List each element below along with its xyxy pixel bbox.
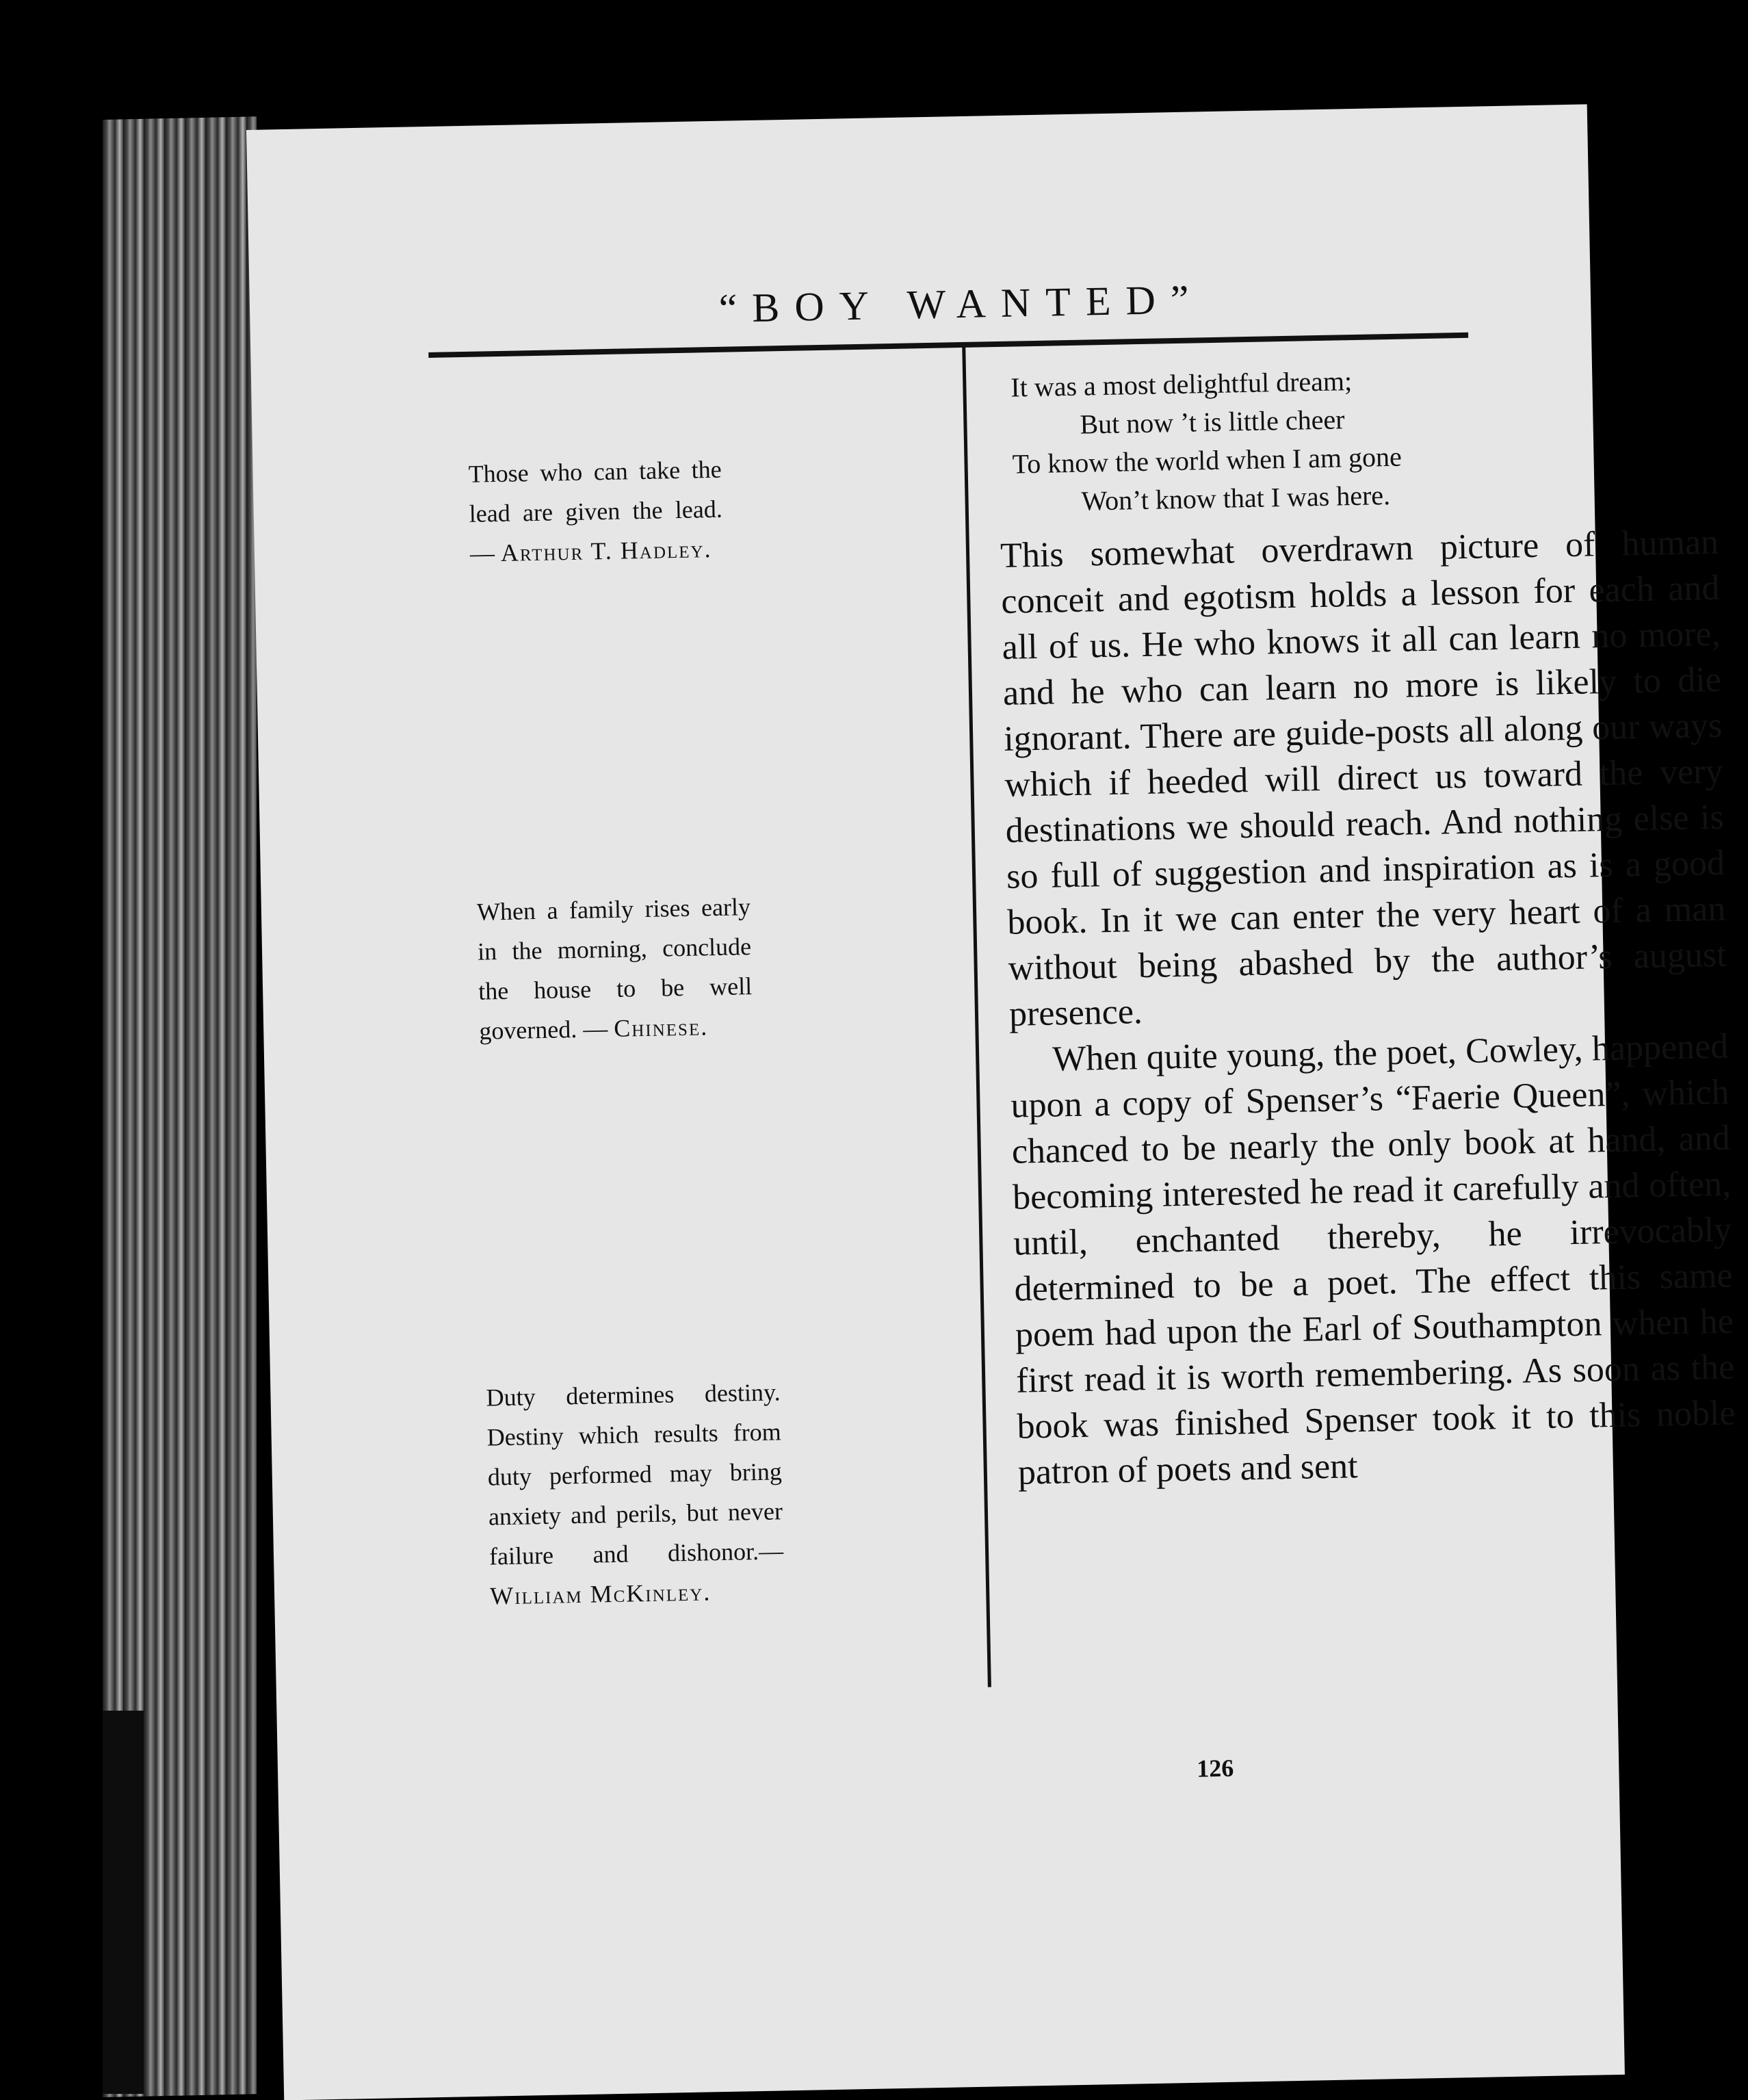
margin-note bbox=[476, 887, 753, 1051]
margin-note-text: When a family rises early in the morning, conclude the house to be well governed. — bbox=[476, 893, 753, 1045]
binding-shadow bbox=[103, 1711, 144, 2094]
running-head: “BOY WANTED” bbox=[718, 276, 1205, 331]
verse-stanza bbox=[1010, 359, 1492, 521]
paragraph: This somewhat overdrawn picture of human conceit and egotism holds a lesson for each and all of us. He who knows it all can learn no more, and he who can learn no more is likely to die ignorant. There are guide-posts all along our ways which if heeded will direct us toward the very destinations we should reach. And nothing else is so full of suggestion and inspiration as is a good book. In it we can enter the very heart of a man without being abashed by the author’s august presence. bbox=[1000, 522, 1727, 1034]
verse-line: But now ’t is little cheer bbox=[1080, 404, 1345, 440]
margin-note-attribution: Arthur T. Hadley. bbox=[500, 535, 712, 567]
body-text bbox=[1000, 519, 1737, 1496]
verse-line: To know the world when I am gone bbox=[1012, 441, 1403, 480]
margin-note-text: Those who can take the lead are given the lead. — bbox=[468, 455, 723, 567]
column-divider bbox=[962, 346, 991, 1687]
margin-note bbox=[486, 1372, 785, 1616]
verse-line: It was a most delightful dream; bbox=[1010, 365, 1353, 403]
margin-note-attribution: Chinese. bbox=[613, 1013, 709, 1042]
page-leaf bbox=[246, 104, 1736, 2100]
header-rule bbox=[428, 333, 1468, 358]
paragraph: When quite young, the poet, Cowley, happened upon a copy of Spenser’s “Faerie Queen”, which chanced to be nearly the only book at hand, and becoming interested he read it carefully and often, until, enchanted thereby, he irrevocably determined to be a poet. The effect this same poem had upon the Earl of Southampton when he first read it is worth remembering. As soon as the book was finished Spenser took it to this noble patron of poets and sent bbox=[1010, 1026, 1736, 1492]
margin-note-text: Duty determines destiny. Destiny which results from duty performed may bring anxiety and perils, but never failure and dishonor.— bbox=[486, 1378, 784, 1570]
page-number: 126 bbox=[1196, 1754, 1234, 1783]
margin-note bbox=[468, 450, 723, 573]
verse-line: Won’t know that I was here. bbox=[1081, 480, 1391, 517]
margin-note-attribution: William McKinley. bbox=[489, 1578, 712, 1610]
